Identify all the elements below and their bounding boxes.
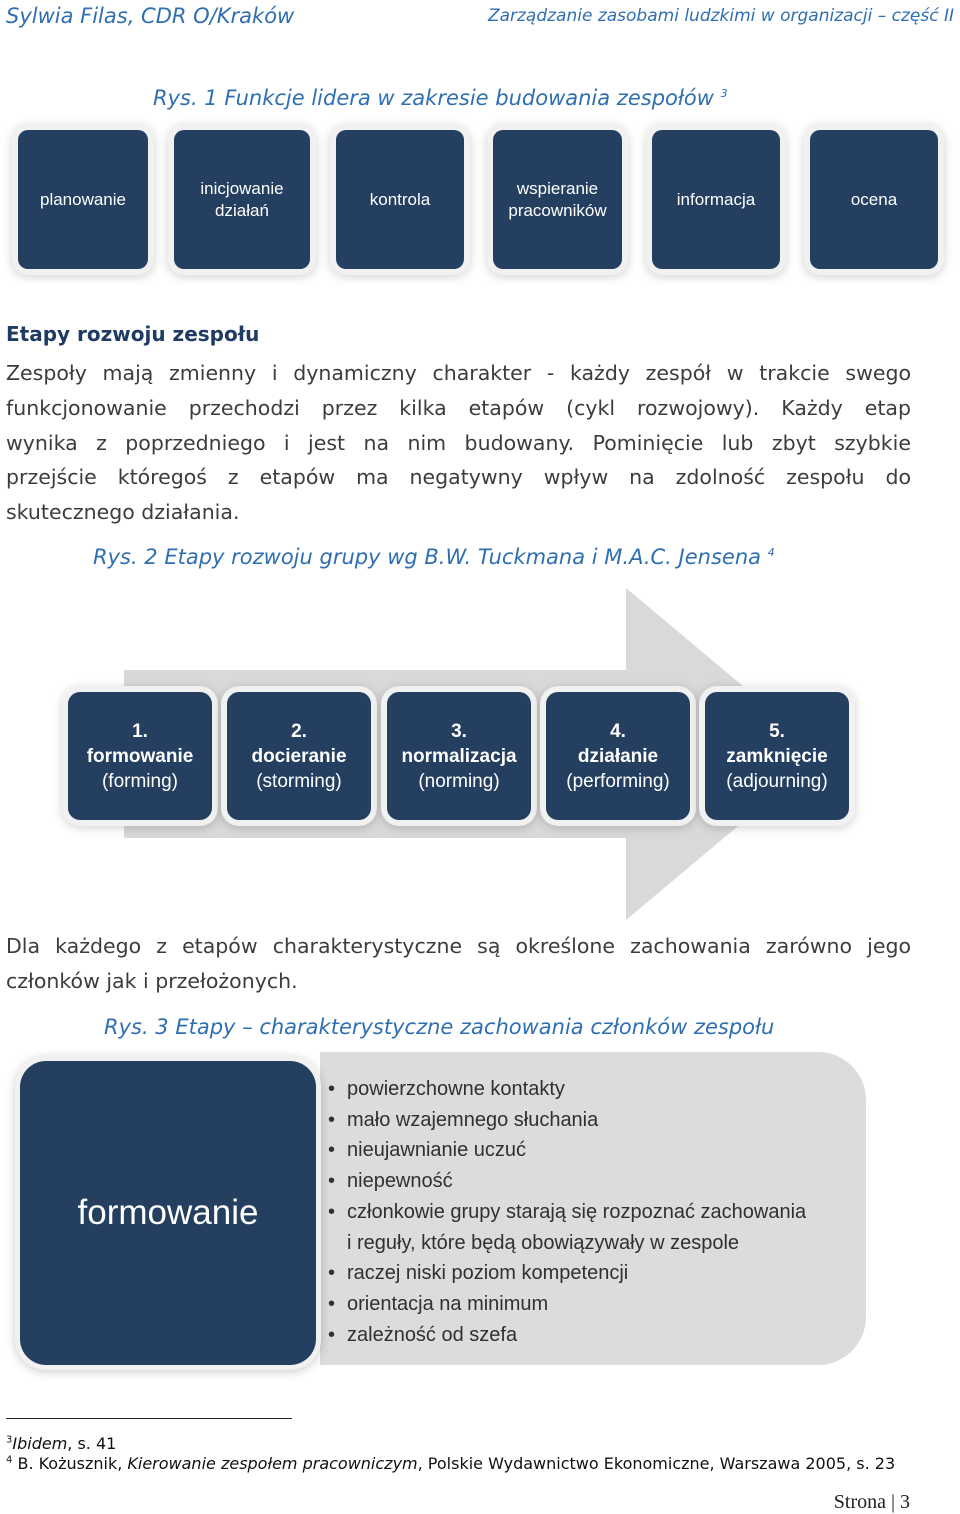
- list-item-text: powierzchowne kontakty: [347, 1078, 565, 1100]
- behaviors-paragraph: [6, 929, 911, 999]
- paragraph-line: Dla każdego z etapów charakterystyczne są określone zachowania zarówno jego: [6, 934, 911, 958]
- list-item-text: raczej niski poziom kompetencji: [347, 1262, 629, 1285]
- stage-english-name: (forming): [101, 770, 178, 792]
- list-item: [322, 1289, 806, 1320]
- function-box-label-2: działań: [215, 200, 269, 220]
- footnote-text: , s. 41: [67, 1434, 117, 1453]
- stage-box-4: [546, 692, 690, 820]
- behaviors-list: [322, 1074, 806, 1350]
- stage-box-3: [387, 692, 531, 820]
- footnote-number: 4: [6, 1454, 13, 1466]
- stage-label: formowanie: [77, 1193, 259, 1232]
- stage-number: 2.: [291, 720, 307, 742]
- bullet-icon: •: [328, 1139, 336, 1162]
- header-author: Sylwia Filas, CDR O/Kraków: [6, 4, 295, 28]
- stage-name: formowanie: [86, 745, 194, 767]
- stage-label-box: [20, 1061, 316, 1365]
- function-box-label: inicjowanie: [200, 178, 284, 198]
- bullet-icon: •: [328, 1323, 336, 1346]
- footnote-text: , Polskie Wydawnictwo Ekonomiczne, Warszawa 2005, s. 23: [417, 1454, 896, 1473]
- bullet-icon: •: [328, 1292, 336, 1315]
- list-item-text: mało wzajemnego słuchania: [347, 1108, 599, 1131]
- stage-name: zamknięcie: [726, 745, 828, 767]
- paragraph-line: Zespoły mają zmienny i dynamiczny charakter - każdy zespół w trakcie swego: [6, 361, 911, 385]
- stage-name: działanie: [577, 745, 659, 767]
- footnote-italic: Ibidem: [12, 1434, 68, 1453]
- footnote-italic: Kierowanie zespołem pracowniczym: [127, 1454, 418, 1473]
- page-number: Strona | 3: [833, 1491, 910, 1513]
- bullet-icon: •: [328, 1200, 336, 1223]
- function-box-label: ocena: [850, 189, 898, 209]
- figure-1-caption-text: Rys. 1 Funkcje lidera w zakresie budowania zespołów: [153, 86, 714, 110]
- list-item: [322, 1135, 806, 1166]
- list-item: [322, 1105, 806, 1136]
- list-item-text: członkowie grupy starają się rozpoznać zachowania: [347, 1200, 807, 1223]
- stage-english-name: (performing): [566, 770, 670, 792]
- stage-box-2: [227, 692, 371, 820]
- stage-number: 3.: [451, 720, 467, 742]
- paragraph-line: skutecznego działania.: [6, 500, 240, 525]
- stage-box-1: [68, 692, 212, 820]
- footnote-number: 3: [6, 1434, 13, 1446]
- list-item-text: zależność od szefa: [347, 1323, 518, 1346]
- list-item: [322, 1258, 806, 1289]
- stage-number: 5.: [769, 720, 785, 742]
- footnote-4: [6, 1454, 895, 1473]
- stage-english-name: (adjourning): [726, 770, 828, 792]
- list-item: [322, 1197, 806, 1228]
- list-item-text: niepewność: [347, 1170, 453, 1193]
- stage-name: normalizacja: [401, 745, 517, 767]
- paragraph-line: funkcjonowanie przechodzi przez kilka etapów (cykl rozwojowy). Każdy etap: [6, 395, 911, 420]
- figure-2-caption-text: Rys. 2 Etapy rozwoju grupy wg B.W. Tuckmana i M.A.C. Jensena: [93, 545, 761, 569]
- function-box-label: planowanie: [39, 189, 126, 209]
- paragraph-line: członków jak i przełożonych.: [6, 968, 298, 993]
- function-box-label: kontrola: [369, 189, 431, 209]
- figure-1-footnote-ref: 3: [720, 87, 728, 100]
- stage-english-name: (norming): [418, 770, 500, 792]
- stage-name: docieranie: [251, 745, 347, 767]
- paragraph-line: wynika z poprzedniego i jest na nim budowany. Pominięcie lub zbyt szybkie: [6, 430, 911, 455]
- footnote-3: [6, 1434, 116, 1453]
- function-box-label-2: pracowników: [508, 200, 607, 220]
- bullet-icon: •: [328, 1108, 336, 1131]
- list-item-text: nieujawnianie uczuć: [347, 1139, 527, 1162]
- paragraph-line: przejście któregoś z etapów ma negatywny wpływ na zdolność zespołu do: [6, 465, 911, 490]
- function-box-label: informacja: [676, 189, 756, 209]
- footnote-text: B. Kożusznik,: [12, 1454, 128, 1473]
- section-heading: Etapy rozwoju zespołu: [6, 322, 260, 346]
- stage-box-5: [705, 692, 849, 820]
- figure-2-footnote-ref: 4: [767, 546, 775, 559]
- bullet-icon: •: [328, 1078, 336, 1100]
- list-item-text: i reguły, które będą obowiązywały w zespole: [347, 1231, 740, 1254]
- stage-number: 4.: [610, 720, 626, 742]
- footnote-separator: [6, 1418, 292, 1419]
- header-title: Zarządzanie zasobami ludzkimi w organizacji – część II: [487, 6, 954, 26]
- list-item-text: orientacja na minimum: [347, 1292, 549, 1315]
- bullet-icon: •: [328, 1262, 336, 1285]
- function-box-label: wspieranie: [516, 178, 599, 198]
- stage-number: 1.: [132, 720, 148, 742]
- list-item: [322, 1074, 806, 1105]
- figure-3-caption: Rys. 3 Etapy – charakterystyczne zachowania członków zespołu: [104, 1015, 775, 1039]
- list-item: [322, 1320, 806, 1351]
- bullet-icon: •: [328, 1170, 336, 1193]
- list-item: [322, 1166, 806, 1197]
- list-item-continuation: [322, 1228, 806, 1259]
- stage-english-name: (storming): [256, 770, 342, 792]
